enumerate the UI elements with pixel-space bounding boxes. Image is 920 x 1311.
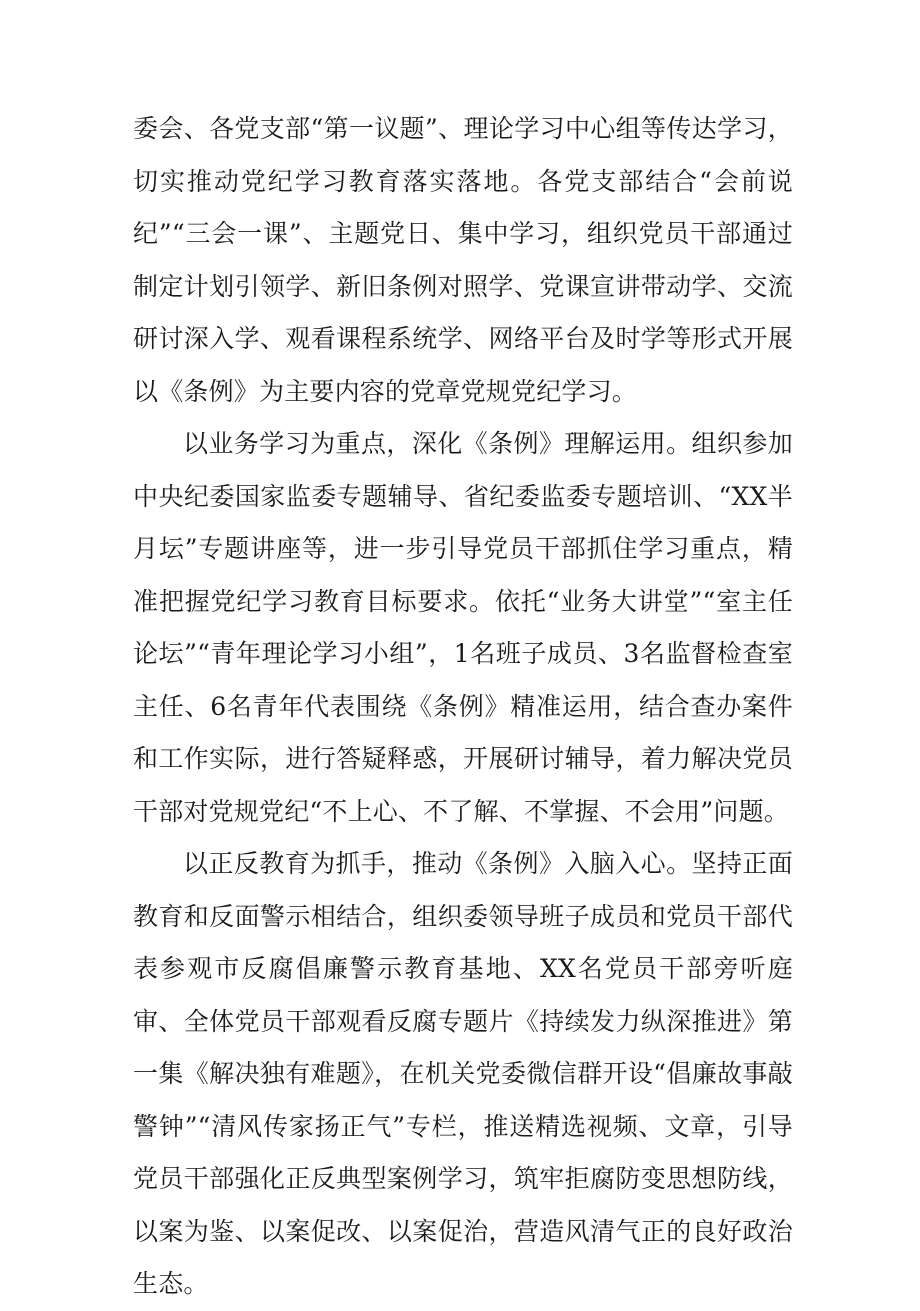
document-body (133, 103, 793, 1311)
paragraph-3: 以正反教育为抓手，推动《条例》入脑入心。坚持正面教育和反面警示相结合，组织委领导班子成员和党员干部代表参观市反腐倡廉警示教育基地、XX名党员干部旁听庭审、全体党员干部观看反腐专题片《持续发力纵深推进》第一集《解决独有难题》，在机关党委微信群开设“倡廉故事敲警钟”“清风传家扬正气”专栏，推送精选视频、文章，引导党员干部强化正反典型案例学习，筑牢拒腐防变思想防线，以案为鉴、以案促改、以案促治，营造风清气正的良好政治生态。 (133, 849, 793, 1298)
paragraph-2: 以业务学习为重点，深化《条例》理解运用。组织参加中央纪委国家监委专题辅导、省纪委监委专题培训、“XX半月坛”专题讲座等，进一步引导党员干部抓住学习重点，精准把握党纪学习教育目标要求。依托“业务大讲堂”“室主任论坛”“青年理论学习小组”，1名班子成员、3名监督检查室主任、6名青年代表围绕《条例》精准运用，结合查办案件和工作实际，进行答疑释惑，开展研讨辅导，着力解决党员干部对党规党纪“不上心、不了解、不掌握、不会用”问题。 (133, 429, 793, 826)
paragraph-1: 委会、各党支部“第一议题”、理论学习中心组等传达学习，切实推动党纪学习教育落实落地。各党支部结合“会前说纪”“三会一课”、主题党日、集中学习，组织党员干部通过制定计划引领学、新旧条例对照学、党课宣讲带动学、交流研讨深入学、观看课程系统学、网络平台及时学等形式开展以《条例》为主要内容的党章党规党纪学习。 (133, 114, 793, 406)
